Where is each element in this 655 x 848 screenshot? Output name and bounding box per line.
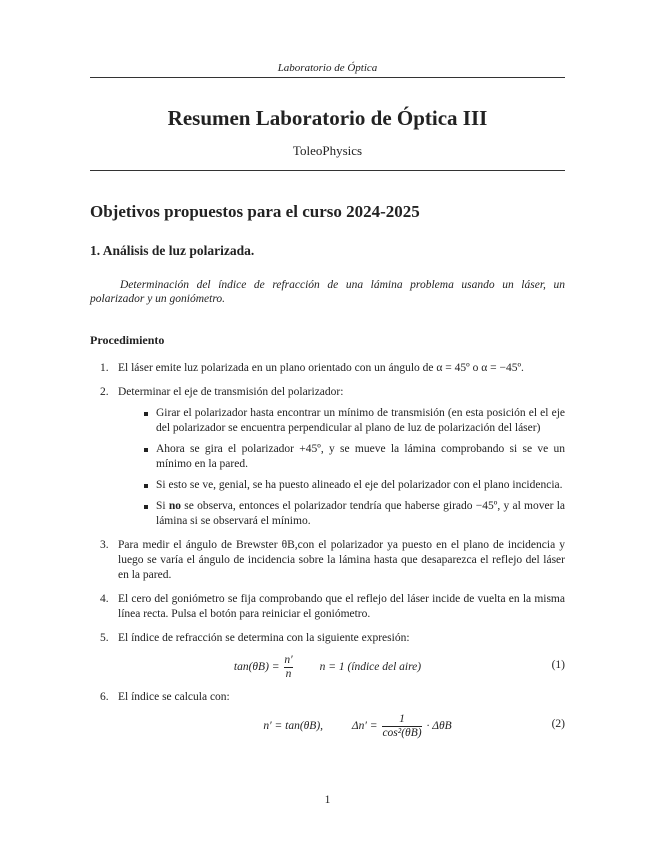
bullet-item [90,499,565,529]
bullet-text: Girar el polarizador hasta encontrar un mínimo de transmisión (en esta posición el el eje del polarizador se encuentra perpendicular al plano de luz de polarización del láser) [156,407,565,434]
document-title: Resumen Laboratorio de Óptica III [167,106,488,130]
item-text: Determinar el eje de transmisión del polarizador: [118,386,344,398]
item-text: El cero del goniómetro se fija comprobando que el reflejo del láser incide de vuelta en la misma línea recta. Pulsa el botón para reiniciar el goniómetro. [118,593,565,620]
bullet-item [90,442,565,472]
bullet-icon [144,448,148,452]
page-number: 1 [324,794,331,806]
bullet-text: Si [156,500,169,512]
eq-lhs: Δn′ = [351,720,378,733]
bullet-item [90,406,565,436]
eq-rhs: n = 1 (índice del aire) [319,661,422,674]
list-item [90,592,565,622]
denominator: n [285,668,292,680]
fraction [382,713,421,740]
item-text: El índice se calcula con: [118,691,230,703]
equation-number: (1) [551,659,565,671]
procedure-heading: Procedimiento [90,333,165,347]
section-heading: Objetivos propuestos para el curso 2024-2025 [90,202,420,221]
bullet-text: se observa, entonces el polarizador tendría que haberse girado −45º, y al mover la lámina si se observará el mínimo. [156,500,566,527]
bullet-icon [144,412,148,416]
item-number: 4. [100,593,109,605]
list-item [90,690,565,705]
procedure-list [90,361,565,749]
header-rule [90,77,565,78]
fraction [284,654,292,681]
eq-rhs: · ΔθB [426,720,452,733]
author: ToleoPhysics [292,143,363,158]
item-text: Para medir el ángulo de Brewster θB,con el polarizador ya puesto en el plano de incidencia y luego se varía el ángulo de incidencia sobre la lámina hasta que desaparezca el reflejo del láser en la pared. [118,539,565,581]
list-item [90,538,565,583]
equation-1 [90,648,565,682]
denominator: cos²(θB) [382,727,422,739]
item-number: 5. [100,632,109,644]
subsection-heading: 1. Análisis de luz polarizada. [90,243,255,258]
list-item [90,631,565,646]
bullet-text: Ahora se gira el polarizador +45º, y se mueve la lámina comprobando si se ve un mínimo en la pared. [156,443,565,470]
equation-2 [90,707,565,741]
item-number: 3. [100,539,109,551]
bullet-text: Si esto se ve, genial, se ha puesto alineado el eje del polarizador con el plano incidencia. [156,479,563,491]
running-header: Laboratorio de Óptica [277,62,378,74]
title-rule [90,170,565,171]
eq-lhs: n′ = tan(θB), [263,720,324,733]
numerator: 1 [399,713,405,725]
item-text: El láser emite luz polarizada en un plano orientado con un ángulo de α = 45º o α = −45º. [118,362,524,374]
item-text: El índice de refracción se determina con la siguiente expresión: [118,632,410,644]
numerator: n′ [284,654,293,666]
bullet-icon [144,484,148,488]
list-item [90,385,565,529]
equation-number: (2) [551,718,565,730]
bold-text: no [168,500,182,512]
bullet-icon [144,505,148,509]
abstract: Determinación del índice de refracción de una lámina problema usando un láser, un polarizador y un goniómetro. [90,279,565,305]
item-number: 6. [100,691,109,703]
item-number: 2. [100,386,109,398]
eq-lhs: tan(θB) = [233,661,280,674]
bullet-item [90,478,565,493]
list-item [90,361,565,376]
item-number: 1. [100,362,109,374]
